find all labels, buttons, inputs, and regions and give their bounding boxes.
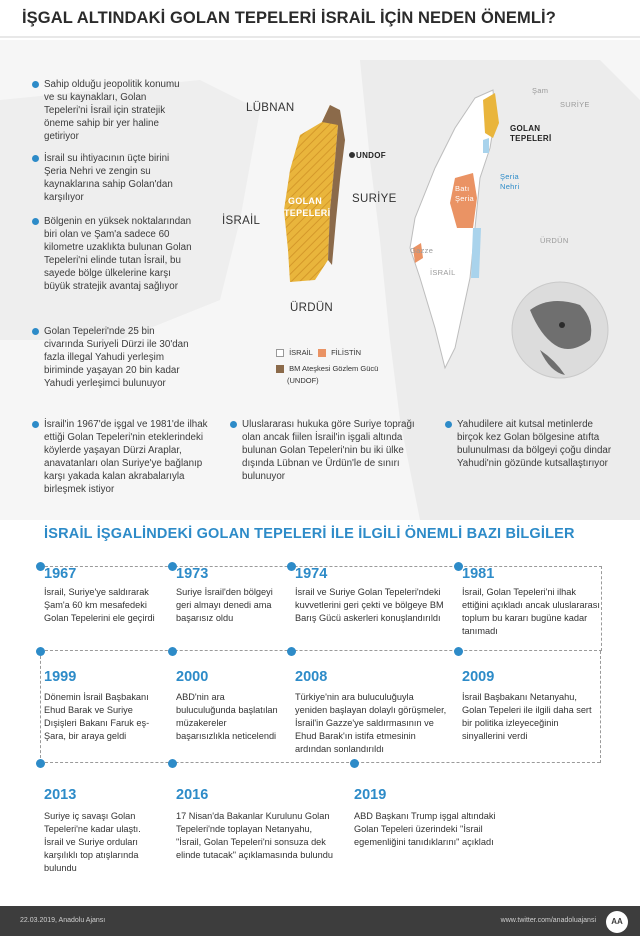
timeline-dot [36,647,45,656]
legend-text: FİLİSTİN [331,348,362,357]
label-gazze: Gazze [410,246,434,255]
year-2016: 2016 [176,787,209,803]
year-2019: 2019 [354,787,387,803]
label-bati: Batı [455,184,470,193]
timeline-line-3 [600,651,602,763]
bullet-dot [32,328,39,335]
event-2013: Suriye iç savaşı Golan Tepeleri'ne kadar ulaştı. İsrail ve Suriye orduları karşılıklı top atışlarında bulundu [44,811,141,873]
bullet-dot [445,421,452,428]
label-sam: Şam [532,86,549,95]
legend-bm [276,364,378,373]
label-tepeleri: TEPELERİ [284,208,331,218]
timeline-dot [168,759,177,768]
legend-text: İSRAİL [289,348,313,357]
timeline-dot [168,647,177,656]
israel-territory [410,90,495,368]
bullet-bottom-2 [230,418,415,483]
legend-swatch [318,349,326,357]
bullet-text: Yahudilere ait kutsal metinlerde birçok kez Golan bölgesine atıfta bulunulması da bölgeyi çoğu dindar Yahudi'nin gözünde kutsallaştırıyor [457,419,612,469]
event-2019: ABD Başkanı Trump işgal altındaki Golan Tepeleri üzerindeki "İsrail egemenliğini tanıdıklarını" açıkladı [354,811,496,847]
label-israil: İSRAİL [222,215,261,227]
legend-text: (UNDOF) [287,376,319,385]
globe-icon [510,280,610,380]
bullet-text: Sahip olduğu jeopolitik konumu ve su kaynakları, Golan Tepeleri'ni İsrail için stratejik öneme sahip bir yer haline getiriyor [44,79,180,142]
label-suriye: SURİYE [352,193,397,205]
footer [0,906,640,936]
year-2000: 2000 [176,669,209,685]
label-tepeleri-small: TEPELERİ [510,134,552,143]
header-divider [0,36,640,38]
label-urdun: ÜRDÜN [290,302,334,314]
legend-text: BM Ateşkesi Gözlem Gücü [289,364,379,373]
year-1967: 1967 [44,566,77,582]
bullet-dot [230,421,237,428]
label-nehri: Nehri [500,182,520,191]
bullet-dot [32,218,39,225]
event-2000: ABD'nin ara buluculuğunda başlatılan müzakereler başarısızlıkla neticelendi [176,692,278,741]
label-seria: Şeria [500,172,520,181]
page-title: İŞGAL ALTINDAKİ GOLAN TEPELERİ İSRAİL İÇİN NEDEN ÖNEMLİ? [22,9,556,27]
legend-swatch [276,365,284,373]
label-israil-small: İSRAİL [430,268,456,277]
event-1999: Dönemin İsrail Başbakanı Ehud Barak ve Suriye Dışişleri Bakanı Faruk eş-Şara, bir araya geldi [44,692,150,741]
event-1967: İsrail, Suriye'ye saldırarak Şam'a 60 km mesafedeki Golan Tepelerini ele geçirdi [44,587,155,623]
legend-undof [287,376,319,385]
year-1981: 1981 [462,566,495,582]
bullet-text: Uluslararası hukuka göre Suriye toprağı olan ancak fiilen İsrail'in işgali altında bulunan Golan Tepeleri'nin bu iki ülke dışında Lübnan ve Ürdün'le de sınırı bulunuyor [242,419,415,482]
label-golan: GOLAN [288,196,322,206]
footer-date: 22.03.2019, Anadolu Ajansı [20,917,106,924]
year-2008: 2008 [295,669,328,685]
bullet-text: İsrail'in 1967'de işgal ve 1981'de ilhak ettiği Golan Tepeleri'nin eteklerindeki köylerde yaşayan Dürzi Araplar, anavatanları olan Suriye'ye bağlanıp karşı yakada kalan akrabalarıyla birleşmek istiyor [44,419,208,495]
timeline-dot [454,647,463,656]
bullet-text: Bölgenin en yüksek noktalarından biri olan ve Şam'a sadece 60 kilometre uzaklıkta bulunan Golan Tepeleri'ni elinde tutan İsrail, bu sayede bölge ülkelerine karşı büyük stratejik avantaj sağlıyor [44,216,192,292]
year-1999: 1999 [44,669,77,685]
timeline-dot [36,759,45,768]
label-undof: UNDOF [356,151,386,160]
bullet-bottom-3 [445,418,620,470]
year-1973: 1973 [176,566,209,582]
year-2013: 2013 [44,787,77,803]
section-title: İSRAİL İŞGALİNDEKİ GOLAN TEPELERİ İLE İLGİLİ ÖNEMLİ BAZI BİLGİLER [44,526,575,542]
bullet-dot [32,421,39,428]
label-urdun-small: ÜRDÜN [540,236,569,245]
legend-filistin [318,348,361,357]
legend-swatch [276,349,284,357]
year-1974: 1974 [295,566,328,582]
event-2009: İsrail Başbakanı Netanyahu, Golan Tepeleri ile ilgili daha sert bir politika izleyeceğinin sinyallerini verdi [462,692,592,741]
sea-of-galilee [483,138,489,153]
event-2016: 17 Nisan'da Bakanlar Kurulunu Golan Tepeleri'nde toplayan Netanyahu, "İsrail, Golan Tepeleri'ni sonsuza dek elinde tutacak" açıklamasında bulundu [176,811,333,860]
label-suriye-small: SURİYE [560,100,590,109]
event-1974: İsrail ve Suriye Golan Tepeleri'ndeki kuvvetlerini geri çekti ve bölgeye BM Barış Gücü askerleri konuşlandırıldı [295,587,444,623]
bullet-dot [32,155,39,162]
label-bati-seria: Şeria [455,194,475,203]
aa-logo: AA [606,911,628,933]
event-2008: Türkiye'nin ara buluculuğuyla yeniden başlayan dolaylı görüşmeler, İsrail'in Gazze'ye saldırmasının ve Ehud Barak'ın istifa etmesinin ardından sonlandırıldı [295,692,447,754]
bullet-text: İsrail su ihtiyacının üçte birini Şeria Nehri ve zengin su kaynaklarına sahip Golan'dan karşılıyor [44,153,173,203]
timeline-dot [287,647,296,656]
event-1973: Suriye İsrail'den bölgeyi geri almayı denedi ama başarısız oldu [176,587,273,623]
undof-marker [349,152,355,158]
bullet-left-1 [32,78,192,143]
bullet-left-2 [32,152,192,204]
timeline-dot [350,759,359,768]
label-golan-small: GOLAN [510,124,541,133]
golan-small [483,93,499,138]
year-2009: 2009 [462,669,495,685]
bullet-bottom-1 [32,418,212,496]
israel-overview-map [395,78,520,378]
footer-link[interactable]: www.twitter.com/anadoluajansi [500,917,596,924]
legend-israil [276,348,313,357]
event-1981: İsrail, Golan Tepeleri'ni ilhak ettiğini açıkladı ancak uluslararası toplum bu kararı bugüne kadar tanımadı [462,587,600,636]
header [0,0,640,40]
bullet-left-4 [32,325,192,390]
bullet-text: Golan Tepeleri'nde 25 bin civarında Suriyeli Dürzi ile 30'dan fazla illegal Yahudi yerleşim biriminde yaşayan 20 bin kadar Yahudi yerleşimci bulunuyor [44,326,189,389]
bullet-left-3 [32,215,192,293]
bullet-dot [32,81,39,88]
label-lubnan: LÜBNAN [246,102,295,114]
